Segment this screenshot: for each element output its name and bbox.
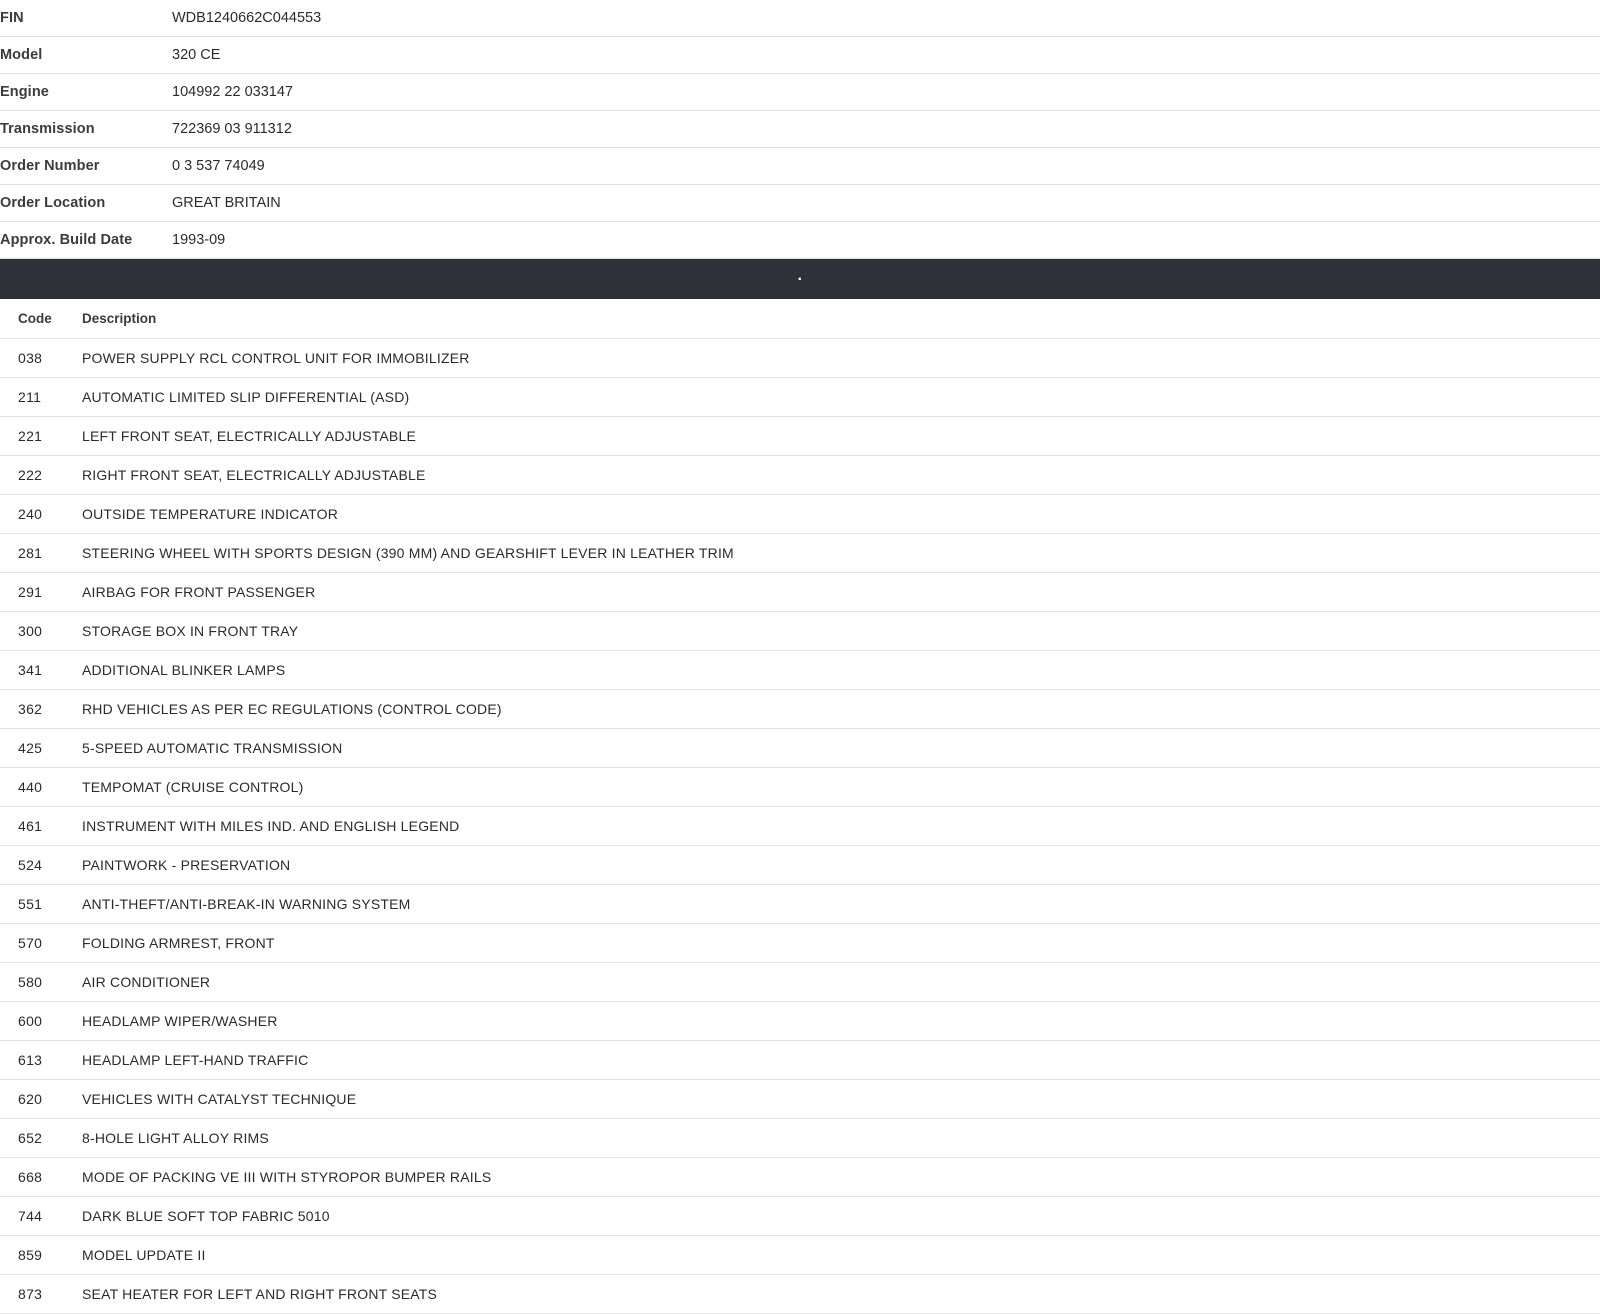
description-cell: OUTSIDE TEMPERATURE INDICATOR xyxy=(82,506,339,522)
code-cell: 461 xyxy=(18,818,43,834)
table-row xyxy=(0,690,1600,729)
description-cell: ADDITIONAL BLINKER LAMPS xyxy=(82,662,286,678)
description-cell: MODE OF PACKING VE III WITH STYROPOR BUMPER RAILS xyxy=(82,1169,492,1185)
table-row xyxy=(0,74,1600,111)
table-row xyxy=(0,612,1600,651)
table-row xyxy=(0,963,1600,1002)
code-cell: 362 xyxy=(18,701,43,717)
description-cell: VEHICLES WITH CATALYST TECHNIQUE xyxy=(82,1091,357,1107)
table-row xyxy=(0,1080,1600,1119)
description-cell: MODEL UPDATE II xyxy=(82,1247,206,1263)
info-value: 0 3 537 74049 xyxy=(172,158,265,174)
table-row xyxy=(0,1158,1600,1197)
table-row xyxy=(0,846,1600,885)
info-value: WDB1240662C044553 xyxy=(172,10,322,26)
description-cell: SEAT HEATER FOR LEFT AND RIGHT FRONT SEATS xyxy=(82,1286,438,1302)
description-cell: HEADLAMP WIPER/WASHER xyxy=(82,1013,278,1029)
code-cell: 600 xyxy=(18,1013,43,1029)
table-row xyxy=(0,885,1600,924)
info-label: Model xyxy=(0,47,43,63)
table-row xyxy=(0,339,1600,378)
description-cell: ANTI-THEFT/ANTI-BREAK-IN WARNING SYSTEM xyxy=(82,896,411,912)
code-cell: 300 xyxy=(18,623,43,639)
info-label: Order Location xyxy=(0,195,106,211)
description-cell: 8-HOLE LIGHT ALLOY RIMS xyxy=(82,1130,269,1146)
vehicle-info-table xyxy=(0,0,1600,259)
info-value: GREAT BRITAIN xyxy=(172,195,281,211)
info-label: Engine xyxy=(0,84,49,100)
table-row xyxy=(0,1119,1600,1158)
description-cell: RIGHT FRONT SEAT, ELECTRICALLY ADJUSTABLE xyxy=(82,467,426,483)
description-cell: PAINTWORK - PRESERVATION xyxy=(82,857,291,873)
column-header-description: Description xyxy=(82,311,157,326)
description-cell: INSTRUMENT WITH MILES IND. AND ENGLISH LEGEND xyxy=(82,818,460,834)
section-divider-band xyxy=(0,259,1600,299)
description-cell: LEFT FRONT SEAT, ELECTRICALLY ADJUSTABLE xyxy=(82,428,416,444)
codes-table-body xyxy=(0,339,1600,1314)
info-value: 722369 03 911312 xyxy=(172,121,292,137)
code-cell: 222 xyxy=(18,467,43,483)
code-cell: 580 xyxy=(18,974,43,990)
codes-table-header xyxy=(0,299,1600,339)
description-cell: AUTOMATIC LIMITED SLIP DIFFERENTIAL (ASD) xyxy=(82,389,410,405)
code-cell: 240 xyxy=(18,506,43,522)
band-label: . xyxy=(797,267,803,284)
info-label: FIN xyxy=(0,10,24,26)
code-cell: 613 xyxy=(18,1052,43,1068)
table-row xyxy=(0,1041,1600,1080)
code-cell: 425 xyxy=(18,740,43,756)
table-row xyxy=(0,924,1600,963)
table-row xyxy=(0,417,1600,456)
description-cell: 5-SPEED AUTOMATIC TRANSMISSION xyxy=(82,740,343,756)
info-value: 104992 22 033147 xyxy=(172,84,293,100)
table-row xyxy=(0,807,1600,846)
column-header-code: Code xyxy=(18,311,52,326)
table-row xyxy=(0,1275,1600,1314)
description-cell: POWER SUPPLY RCL CONTROL UNIT FOR IMMOBILIZER xyxy=(82,350,470,366)
description-cell: FOLDING ARMREST, FRONT xyxy=(82,935,275,951)
code-cell: 873 xyxy=(18,1286,43,1302)
equipment-codes-table xyxy=(0,299,1600,1314)
description-cell: STEERING WHEEL WITH SPORTS DESIGN (390 MM) AND GEARSHIFT LEVER IN LEATHER TRIM xyxy=(82,545,734,561)
code-cell: 668 xyxy=(18,1169,43,1185)
table-row xyxy=(0,573,1600,612)
table-row xyxy=(0,1236,1600,1275)
table-row xyxy=(0,148,1600,185)
info-value: 1993-09 xyxy=(172,232,226,248)
code-cell: 551 xyxy=(18,896,43,912)
code-cell: 652 xyxy=(18,1130,43,1146)
description-cell: STORAGE BOX IN FRONT TRAY xyxy=(82,623,299,639)
info-label: Approx. Build Date xyxy=(0,232,133,248)
code-cell: 341 xyxy=(18,662,43,678)
description-cell: RHD VEHICLES AS PER EC REGULATIONS (CONTROL CODE) xyxy=(82,701,502,717)
code-cell: 570 xyxy=(18,935,43,951)
code-cell: 524 xyxy=(18,857,43,873)
table-row xyxy=(0,111,1600,148)
description-cell: HEADLAMP LEFT-HAND TRAFFIC xyxy=(82,1052,309,1068)
table-row xyxy=(0,456,1600,495)
code-cell: 291 xyxy=(18,584,43,600)
table-row xyxy=(0,651,1600,690)
info-label: Order Number xyxy=(0,158,100,174)
table-row xyxy=(0,1197,1600,1236)
code-cell: 440 xyxy=(18,779,43,795)
code-cell: 038 xyxy=(18,350,43,366)
table-row xyxy=(0,729,1600,768)
code-cell: 281 xyxy=(18,545,43,561)
table-header-row xyxy=(0,299,1600,339)
table-row xyxy=(0,534,1600,573)
code-cell: 744 xyxy=(18,1208,43,1224)
table-row xyxy=(0,222,1600,259)
description-cell: AIR CONDITIONER xyxy=(82,974,211,990)
code-cell: 620 xyxy=(18,1091,43,1107)
table-row xyxy=(0,1002,1600,1041)
table-row xyxy=(0,185,1600,222)
description-cell: DARK BLUE SOFT TOP FABRIC 5010 xyxy=(82,1208,330,1224)
info-value: 320 CE xyxy=(172,47,221,63)
info-label: Transmission xyxy=(0,121,95,137)
table-row xyxy=(0,0,1600,37)
table-row xyxy=(0,495,1600,534)
vehicle-info-body xyxy=(0,0,1600,259)
table-row xyxy=(0,378,1600,417)
table-row xyxy=(0,37,1600,74)
description-cell: TEMPOMAT (CRUISE CONTROL) xyxy=(82,779,304,795)
description-cell: AIRBAG FOR FRONT PASSENGER xyxy=(82,584,316,600)
code-cell: 221 xyxy=(18,428,43,444)
table-row xyxy=(0,768,1600,807)
code-cell: 859 xyxy=(18,1247,43,1263)
code-cell: 211 xyxy=(18,389,42,405)
